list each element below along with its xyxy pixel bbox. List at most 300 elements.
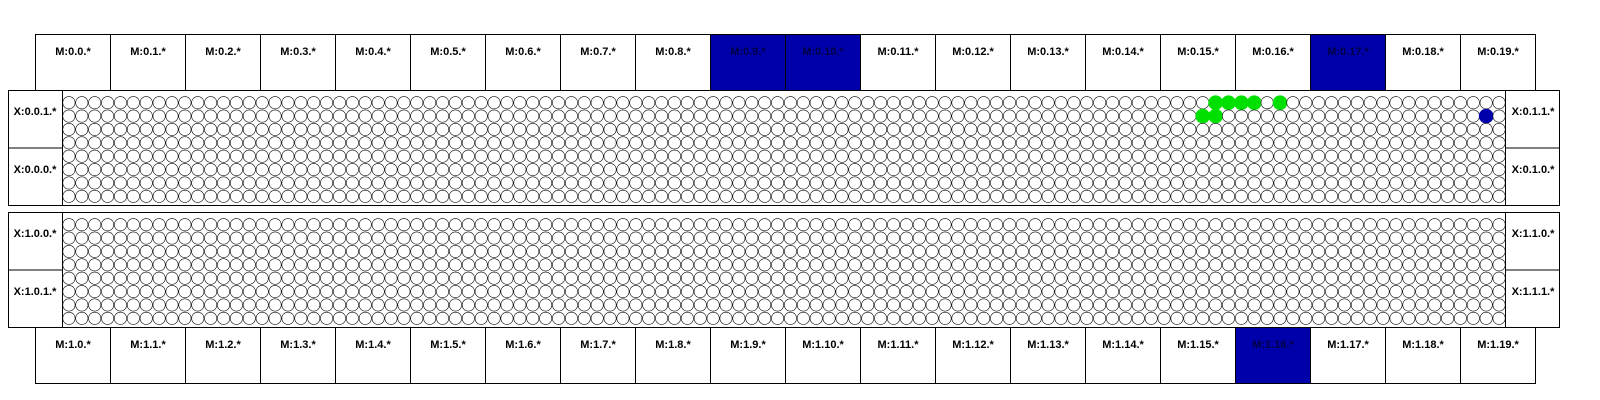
grid-cell[interactable]: [1390, 190, 1402, 202]
grid-cell[interactable]: [462, 110, 474, 122]
grid-cell[interactable]: [797, 190, 809, 202]
grid-cell[interactable]: [1184, 219, 1196, 231]
grid-cell[interactable]: [1390, 150, 1402, 162]
grid-cell[interactable]: [449, 272, 461, 284]
grid-cell[interactable]: [411, 137, 423, 149]
grid-cell[interactable]: [1377, 299, 1389, 311]
grid-cell[interactable]: [89, 150, 101, 162]
grid-cell[interactable]: [1480, 123, 1492, 135]
grid-cell[interactable]: [372, 259, 384, 271]
grid-cell[interactable]: [1480, 245, 1492, 257]
grid-cell[interactable]: [797, 137, 809, 149]
grid-cell[interactable]: [1364, 150, 1376, 162]
grid-cell[interactable]: [385, 259, 397, 271]
grid-cell[interactable]: [939, 123, 951, 135]
grid-cell[interactable]: [965, 190, 977, 202]
grid-cell[interactable]: [952, 110, 964, 122]
grid-cell[interactable]: [1287, 272, 1299, 284]
grid-cell[interactable]: [1094, 177, 1106, 189]
grid-cell[interactable]: [926, 272, 938, 284]
grid-cell[interactable]: [320, 232, 332, 244]
grid-cell[interactable]: [1235, 232, 1247, 244]
grid-cell[interactable]: [1274, 123, 1286, 135]
grid-cell[interactable]: [1132, 97, 1144, 109]
grid-cell[interactable]: [1300, 312, 1312, 324]
grid-cell[interactable]: [771, 232, 783, 244]
grid-cell[interactable]: [1055, 219, 1067, 231]
grid-cell[interactable]: [114, 245, 126, 257]
grid-cell[interactable]: [230, 272, 242, 284]
grid-cell[interactable]: [449, 312, 461, 324]
grid-cell[interactable]: [1390, 177, 1402, 189]
grid-cell[interactable]: [1351, 285, 1363, 297]
grid-cell[interactable]: [1300, 190, 1312, 202]
grid-cell[interactable]: [810, 137, 822, 149]
grid-cell[interactable]: [900, 312, 912, 324]
bottom-module-cell[interactable]: [1236, 328, 1311, 384]
grid-cell[interactable]: [1184, 272, 1196, 284]
grid-cell[interactable]: [1338, 219, 1350, 231]
grid-cell[interactable]: [462, 299, 474, 311]
grid-cell[interactable]: [733, 232, 745, 244]
grid-cell[interactable]: [76, 312, 88, 324]
grid-cell[interactable]: [243, 150, 255, 162]
grid-cell[interactable]: [424, 312, 436, 324]
grid-cell[interactable]: [76, 219, 88, 231]
grid-cell[interactable]: [359, 219, 371, 231]
grid-cell[interactable]: [1119, 219, 1131, 231]
grid-cell[interactable]: [1081, 137, 1093, 149]
grid-cell[interactable]: [1325, 219, 1337, 231]
grid-cell[interactable]: [243, 110, 255, 122]
grid-cell[interactable]: [1171, 110, 1183, 122]
grid-cell[interactable]: [965, 97, 977, 109]
grid-cell[interactable]: [488, 177, 500, 189]
grid-cell[interactable]: [668, 219, 680, 231]
grid-cell[interactable]: [617, 272, 629, 284]
grid-cell[interactable]: [823, 259, 835, 271]
grid-cell[interactable]: [179, 312, 191, 324]
grid-cell[interactable]: [63, 163, 75, 175]
grid-cell[interactable]: [488, 299, 500, 311]
grid-cell[interactable]: [166, 259, 178, 271]
grid-cell[interactable]: [153, 137, 165, 149]
grid-cell[interactable]: [668, 312, 680, 324]
grid-cell[interactable]: [1300, 285, 1312, 297]
grid-cell[interactable]: [192, 219, 204, 231]
grid-cell[interactable]: [424, 110, 436, 122]
grid-cell[interactable]: [1274, 312, 1286, 324]
grid-cell[interactable]: [1493, 123, 1505, 135]
grid-cell[interactable]: [256, 232, 268, 244]
grid-cell[interactable]: [205, 312, 217, 324]
grid-cell[interactable]: [1248, 219, 1260, 231]
grid-cell[interactable]: [243, 177, 255, 189]
grid-cell[interactable]: [540, 299, 552, 311]
grid-cell[interactable]: [668, 97, 680, 109]
grid-cell[interactable]: [1390, 219, 1402, 231]
grid-cell[interactable]: [282, 150, 294, 162]
grid-cell[interactable]: [127, 110, 139, 122]
grid-cell[interactable]: [990, 312, 1002, 324]
grid-cell[interactable]: [1016, 177, 1028, 189]
grid-cell[interactable]: [101, 177, 113, 189]
grid-cell[interactable]: [1403, 190, 1415, 202]
grid-cell[interactable]: [1390, 232, 1402, 244]
grid-cell[interactable]: [1209, 232, 1221, 244]
grid-cell[interactable]: [424, 163, 436, 175]
grid-cell[interactable]: [1441, 245, 1453, 257]
grid-cell[interactable]: [205, 177, 217, 189]
grid-cell[interactable]: [114, 150, 126, 162]
grid-cell[interactable]: [1029, 219, 1041, 231]
grid-cell[interactable]: [1261, 97, 1273, 109]
grid-cell[interactable]: [1184, 97, 1196, 109]
grid-cell[interactable]: [733, 137, 745, 149]
grid-cell[interactable]: [153, 190, 165, 202]
grid-cell[interactable]: [668, 163, 680, 175]
grid-cell[interactable]: [694, 110, 706, 122]
grid-cell[interactable]: [1184, 110, 1196, 122]
grid-cell[interactable]: [1209, 219, 1221, 231]
grid-cell[interactable]: [1197, 299, 1209, 311]
grid-cell[interactable]: [411, 177, 423, 189]
grid-cell[interactable]: [836, 259, 848, 271]
grid-cell[interactable]: [784, 285, 796, 297]
grid-cell[interactable]: [604, 110, 616, 122]
grid-cell[interactable]: [643, 190, 655, 202]
grid-cell[interactable]: [192, 272, 204, 284]
grid-cell[interactable]: [1094, 299, 1106, 311]
grid-cell[interactable]: [797, 272, 809, 284]
grid-cell[interactable]: [320, 299, 332, 311]
grid-cell[interactable]: [295, 150, 307, 162]
grid-cell[interactable]: [114, 272, 126, 284]
grid-cell[interactable]: [63, 245, 75, 257]
grid-cell[interactable]: [630, 110, 642, 122]
grid-cell[interactable]: [849, 137, 861, 149]
grid-cell[interactable]: [308, 97, 320, 109]
grid-cell[interactable]: [707, 150, 719, 162]
grid-cell[interactable]: [1145, 272, 1157, 284]
grid-cell[interactable]: [836, 285, 848, 297]
grid-cell[interactable]: [1441, 190, 1453, 202]
grid-cell[interactable]: [230, 232, 242, 244]
grid-cell[interactable]: [1197, 285, 1209, 297]
grid-cell[interactable]: [655, 259, 667, 271]
grid-cell[interactable]: [76, 110, 88, 122]
grid-cell[interactable]: [578, 123, 590, 135]
bottom-module-cell[interactable]: [411, 328, 486, 384]
grid-cell[interactable]: [436, 97, 448, 109]
grid-cell-active[interactable]: [1273, 95, 1288, 110]
grid-cell[interactable]: [89, 190, 101, 202]
grid-cell[interactable]: [1313, 312, 1325, 324]
grid-cell[interactable]: [849, 245, 861, 257]
grid-cell[interactable]: [978, 110, 990, 122]
grid-cell[interactable]: [89, 177, 101, 189]
grid-cell[interactable]: [243, 123, 255, 135]
grid-cell[interactable]: [810, 272, 822, 284]
grid-cell[interactable]: [140, 110, 152, 122]
grid-cell[interactable]: [411, 150, 423, 162]
grid-cell[interactable]: [1261, 299, 1273, 311]
grid-cell[interactable]: [990, 97, 1002, 109]
grid-cell[interactable]: [527, 232, 539, 244]
grid-cell[interactable]: [527, 245, 539, 257]
grid-cell[interactable]: [89, 110, 101, 122]
grid-cell[interactable]: [990, 259, 1002, 271]
grid-cell[interactable]: [1158, 123, 1170, 135]
grid-cell[interactable]: [89, 259, 101, 271]
grid-cell[interactable]: [1016, 299, 1028, 311]
grid-cell[interactable]: [205, 97, 217, 109]
grid-cell[interactable]: [1094, 110, 1106, 122]
grid-cell[interactable]: [1106, 272, 1118, 284]
grid-cell[interactable]: [1235, 272, 1247, 284]
grid-cell[interactable]: [655, 150, 667, 162]
grid-cell[interactable]: [952, 190, 964, 202]
grid-cell[interactable]: [810, 97, 822, 109]
grid-cell[interactable]: [1377, 285, 1389, 297]
grid-cell[interactable]: [76, 177, 88, 189]
grid-cell[interactable]: [1480, 312, 1492, 324]
grid-cell[interactable]: [1364, 137, 1376, 149]
grid-cell[interactable]: [1454, 285, 1466, 297]
grid-cell[interactable]: [1055, 137, 1067, 149]
grid-cell[interactable]: [668, 110, 680, 122]
grid-cell[interactable]: [849, 219, 861, 231]
grid-cell[interactable]: [1119, 190, 1131, 202]
grid-cell[interactable]: [965, 259, 977, 271]
grid-cell[interactable]: [810, 312, 822, 324]
grid-cell[interactable]: [359, 163, 371, 175]
grid-cell[interactable]: [1042, 219, 1054, 231]
grid-cell[interactable]: [192, 97, 204, 109]
grid-cell[interactable]: [771, 150, 783, 162]
grid-cell-active[interactable]: [1221, 95, 1236, 110]
grid-cell[interactable]: [89, 245, 101, 257]
grid-cell[interactable]: [424, 299, 436, 311]
grid-cell[interactable]: [759, 123, 771, 135]
grid-cell[interactable]: [166, 232, 178, 244]
grid-cell[interactable]: [1222, 150, 1234, 162]
grid-cell[interactable]: [1493, 272, 1505, 284]
grid-cell[interactable]: [501, 97, 513, 109]
grid-cell[interactable]: [1338, 285, 1350, 297]
grid-cell[interactable]: [1029, 150, 1041, 162]
grid-cell[interactable]: [939, 190, 951, 202]
grid-cell[interactable]: [1493, 285, 1505, 297]
grid-cell[interactable]: [913, 219, 925, 231]
grid-cell[interactable]: [527, 219, 539, 231]
grid-cell[interactable]: [1184, 245, 1196, 257]
grid-cell[interactable]: [1364, 219, 1376, 231]
grid-cell[interactable]: [1106, 312, 1118, 324]
grid-cell[interactable]: [1261, 163, 1273, 175]
grid-cell[interactable]: [926, 177, 938, 189]
grid-cell[interactable]: [1055, 163, 1067, 175]
grid-cell[interactable]: [952, 137, 964, 149]
grid-cell[interactable]: [1287, 285, 1299, 297]
grid-cell[interactable]: [1454, 123, 1466, 135]
grid-cell[interactable]: [823, 150, 835, 162]
grid-cell[interactable]: [1274, 272, 1286, 284]
grid-cell[interactable]: [501, 163, 513, 175]
grid-cell[interactable]: [552, 137, 564, 149]
bottom-module-cell[interactable]: [1161, 328, 1236, 384]
top-module-cell[interactable]: [1311, 35, 1386, 91]
grid-cell[interactable]: [1145, 97, 1157, 109]
grid-cell[interactable]: [604, 312, 616, 324]
grid-cell[interactable]: [140, 232, 152, 244]
grid-cell[interactable]: [269, 232, 281, 244]
grid-cell[interactable]: [1416, 190, 1428, 202]
grid-cell[interactable]: [385, 190, 397, 202]
grid-cell[interactable]: [643, 123, 655, 135]
grid-cell[interactable]: [952, 219, 964, 231]
grid-cell[interactable]: [1119, 137, 1131, 149]
grid-cell[interactable]: [552, 272, 564, 284]
grid-cell[interactable]: [488, 232, 500, 244]
grid-cell[interactable]: [849, 299, 861, 311]
grid-cell[interactable]: [217, 232, 229, 244]
grid-cell[interactable]: [308, 312, 320, 324]
grid-cell[interactable]: [1403, 312, 1415, 324]
grid-cell[interactable]: [166, 97, 178, 109]
grid-cell[interactable]: [1377, 123, 1389, 135]
grid-cell[interactable]: [282, 110, 294, 122]
grid-cell[interactable]: [591, 150, 603, 162]
grid-cell[interactable]: [398, 232, 410, 244]
grid-cell[interactable]: [527, 190, 539, 202]
grid-cell[interactable]: [295, 190, 307, 202]
grid-cell[interactable]: [127, 123, 139, 135]
grid-cell[interactable]: [295, 312, 307, 324]
grid-cell[interactable]: [1171, 150, 1183, 162]
grid-cell[interactable]: [1325, 285, 1337, 297]
grid-cell[interactable]: [205, 219, 217, 231]
grid-cell[interactable]: [978, 232, 990, 244]
grid-cell[interactable]: [488, 259, 500, 271]
grid-cell[interactable]: [89, 97, 101, 109]
grid-cell[interactable]: [1338, 137, 1350, 149]
grid-cell[interactable]: [295, 137, 307, 149]
grid-cell[interactable]: [114, 312, 126, 324]
grid-cell[interactable]: [488, 272, 500, 284]
grid-cell[interactable]: [552, 285, 564, 297]
grid-cell[interactable]: [1351, 110, 1363, 122]
grid-cell[interactable]: [1287, 137, 1299, 149]
grid-cell[interactable]: [101, 245, 113, 257]
grid-cell[interactable]: [1106, 163, 1118, 175]
grid-cell[interactable]: [939, 163, 951, 175]
grid-cell[interactable]: [385, 177, 397, 189]
grid-cell[interactable]: [1055, 272, 1067, 284]
grid-cell[interactable]: [643, 137, 655, 149]
grid-cell[interactable]: [1493, 299, 1505, 311]
grid-cell[interactable]: [1235, 259, 1247, 271]
grid-cell[interactable]: [926, 299, 938, 311]
grid-cell[interactable]: [1042, 110, 1054, 122]
grid-cell[interactable]: [784, 299, 796, 311]
grid-cell[interactable]: [694, 123, 706, 135]
grid-cell[interactable]: [1003, 245, 1015, 257]
grid-cell[interactable]: [449, 285, 461, 297]
grid-cell[interactable]: [926, 232, 938, 244]
grid-cell[interactable]: [604, 123, 616, 135]
grid-cell[interactable]: [205, 272, 217, 284]
grid-cell[interactable]: [1441, 97, 1453, 109]
grid-cell[interactable]: [1184, 312, 1196, 324]
grid-cell[interactable]: [308, 245, 320, 257]
grid-cell[interactable]: [1313, 219, 1325, 231]
grid-cell[interactable]: [823, 299, 835, 311]
grid-cell[interactable]: [1274, 163, 1286, 175]
grid-cell[interactable]: [282, 97, 294, 109]
grid-cell[interactable]: [398, 163, 410, 175]
grid-cell[interactable]: [1094, 245, 1106, 257]
grid-cell[interactable]: [591, 177, 603, 189]
grid-cell[interactable]: [101, 285, 113, 297]
grid-cell[interactable]: [874, 110, 886, 122]
grid-cell[interactable]: [166, 219, 178, 231]
grid-cell[interactable]: [771, 259, 783, 271]
grid-cell[interactable]: [694, 219, 706, 231]
grid-cell[interactable]: [578, 163, 590, 175]
grid-cell[interactable]: [604, 272, 616, 284]
grid-cell[interactable]: [849, 190, 861, 202]
top-module-cell[interactable]: [261, 35, 336, 91]
grid-cell[interactable]: [179, 163, 191, 175]
grid-cell[interactable]: [836, 312, 848, 324]
grid-cell[interactable]: [797, 285, 809, 297]
grid-cell[interactable]: [1042, 190, 1054, 202]
grid-cell[interactable]: [462, 232, 474, 244]
grid-cell[interactable]: [1300, 219, 1312, 231]
grid-cell[interactable]: [462, 272, 474, 284]
grid-cell[interactable]: [668, 272, 680, 284]
grid-cell[interactable]: [746, 190, 758, 202]
grid-cell[interactable]: [1158, 150, 1170, 162]
grid-cell[interactable]: [462, 219, 474, 231]
grid-cell[interactable]: [488, 190, 500, 202]
grid-cell[interactable]: [166, 110, 178, 122]
grid-cell[interactable]: [733, 259, 745, 271]
grid-cell[interactable]: [849, 285, 861, 297]
grid-cell[interactable]: [733, 312, 745, 324]
grid-cell[interactable]: [76, 137, 88, 149]
grid-cell[interactable]: [527, 312, 539, 324]
grid-cell[interactable]: [1235, 137, 1247, 149]
grid-cell[interactable]: [1132, 137, 1144, 149]
grid-cell[interactable]: [1081, 110, 1093, 122]
grid-cell[interactable]: [759, 137, 771, 149]
grid-cell[interactable]: [359, 110, 371, 122]
grid-cell[interactable]: [990, 137, 1002, 149]
grid-cell[interactable]: [140, 312, 152, 324]
grid-cell[interactable]: [1184, 259, 1196, 271]
grid-cell[interactable]: [887, 219, 899, 231]
grid-cell[interactable]: [372, 285, 384, 297]
grid-cell[interactable]: [127, 232, 139, 244]
grid-cell[interactable]: [1197, 97, 1209, 109]
grid-cell[interactable]: [952, 163, 964, 175]
grid-cell[interactable]: [1313, 97, 1325, 109]
grid-cell[interactable]: [333, 232, 345, 244]
grid-cell[interactable]: [424, 245, 436, 257]
grid-cell[interactable]: [591, 259, 603, 271]
